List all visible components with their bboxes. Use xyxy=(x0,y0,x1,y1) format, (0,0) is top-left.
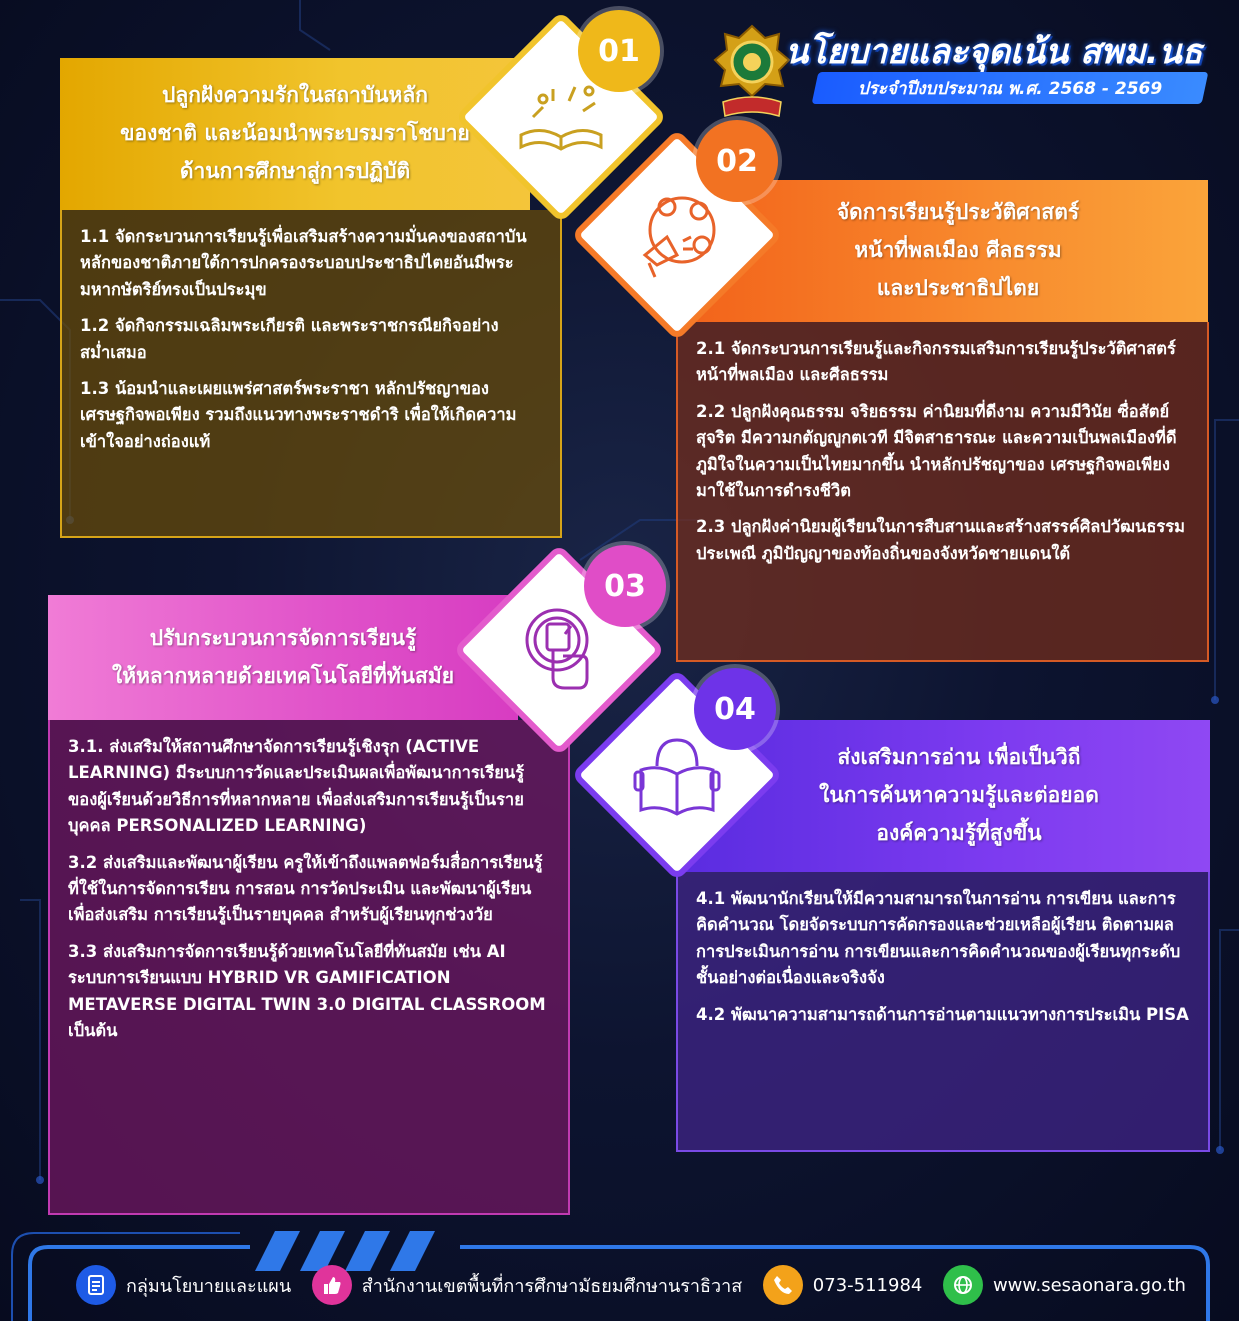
footer-website-link: www.sesaonara.go.th xyxy=(992,1274,1186,1296)
page-title: นโยบายและจุดเน้น สพม.นธ xyxy=(785,32,1203,72)
footer-contact-bar xyxy=(76,1263,1186,1307)
section-2-title-line: จัดการเรียนรู้ประวัติศาสตร์ xyxy=(836,200,1080,225)
section-1-panel xyxy=(60,210,562,538)
phone-icon xyxy=(763,1265,803,1305)
footer-office xyxy=(312,1265,742,1305)
thumbs-up-icon xyxy=(312,1265,352,1305)
section-4-title-line: ในการค้นหาความรู้และต่อยอด xyxy=(819,783,1099,808)
section-4-number: 04 xyxy=(694,668,776,750)
section-2-title-line: และประชาธิปไตย xyxy=(876,275,1040,300)
footer-office-label: สำนักงานเขตพื้นที่การศึกษามัธยมศึกษานราธิวาส xyxy=(361,1275,743,1297)
section-2-number: 02 xyxy=(696,120,778,202)
page-subtitle: ประจำปีงบประมาณ พ.ศ. 2568 - 2569 xyxy=(812,72,1209,104)
section-4-title-line: ส่งเสริมการอ่าน เพื่อเป็นวิถี xyxy=(837,745,1081,770)
footer-website[interactable] xyxy=(943,1265,1186,1305)
section-3-item: 3.3 ส่งเสริมการจัดการเรียนรู้ด้วยเทคโนโลยีที่ทันสมัย เช่น AI ระบบการเรียนแบบ HYBRID VR GAMIFICATION METAVERSE DIGITAL TWIN 3.0 DIGITAL CLASSROOM เป็นต้น xyxy=(68,941,546,1040)
section-4-item: 4.2 พัฒนาความสามารถด้านการอ่านตามแนวทางการประเมิน PISA xyxy=(696,1004,1189,1024)
section-2-item: 2.3 ปลูกฝังค่านิยมผู้เรียนในการสืบสานและสร้างสรรค์ศิลปวัฒนธรรม ประเพณี ภูมิปัญญาของท้องถิ่นของจังหวัดชายแดนใต้ xyxy=(696,517,1186,563)
footer-group-label: กลุ่มนโยบายและแผน xyxy=(126,1275,292,1297)
section-3-item: 3.2 ส่งเสริมและพัฒนาผู้เรียน ครูให้เข้าถึงแพลตฟอร์มสื่อการเรียนรู้ที่ใช้ในการจัดการเรียน การสอน การวัดประเมิน และพัฒนาผู้เรียน เพื่อส่งเสริม การเรียนรู้เป็นรายบุคคล สำหรับผู้เรียนทุกช่วงวัย xyxy=(68,852,543,925)
footer xyxy=(0,1225,1239,1321)
office-seal-icon xyxy=(713,24,791,120)
section-3-title-line: ให้หลากหลายด้วยเทคโนโลยีที่ทันสมัย xyxy=(111,663,455,688)
section-1-title-line: ของชาติ และน้อมนำพระบรมราโชบาย xyxy=(120,121,470,146)
section-3-number: 03 xyxy=(584,545,666,627)
section-1-number: 01 xyxy=(578,10,660,92)
section-3-banner xyxy=(48,595,518,720)
section-4-item: 4.1 พัฒนานักเรียนให้มีความสามารถในการอ่าน การเขียน และการคิดคำนวณ โดยจัดระบบการคัดกรองและช่วยเหลือผู้เรียน ติดตามผลการประเมินการอ่าน การเขียนและการคิดคำนวณของผู้เรียนทุกระดับชั้นอย่างต่อเนื่องและจริงจัง xyxy=(696,889,1181,988)
section-1-item: 1.2 จัดกิจกรรมเฉลิมพระเกียรติ และพระราชกรณียกิจอย่างสม่ำเสมอ xyxy=(80,316,499,362)
globe-icon xyxy=(943,1265,983,1305)
header xyxy=(705,18,1230,128)
footer-phone[interactable] xyxy=(763,1265,923,1305)
document-icon xyxy=(76,1265,116,1305)
section-1-banner xyxy=(60,58,530,210)
section-1-item: 1.3 น้อมนำและเผยแพร่ศาสตร์พระราชา หลักปรัชญาของเศรษฐกิจพอเพียง รวมถึงแนวทางพระราชดำริ เพื่อให้เกิดความเข้าใจอย่างถ่องแท้ xyxy=(80,378,517,451)
section-4-panel xyxy=(676,872,1210,1152)
section-4-title-line: องค์ความรู้ที่สูงขึ้น xyxy=(876,820,1042,845)
section-3-item: 3.1. ส่งเสริมให้สถานศึกษาจัดการเรียนรู้เชิงรุก (ACTIVE LEARNING) มีระบบการวัดและประเมินผลเพื่อพัฒนาการเรียนรู้ของผู้เรียนด้วยวิธีการที่หลากหลาย เพื่อส่งเสริมการเรียนรู้เป็นรายบุคคล PERSONALIZED LEARNING) xyxy=(68,737,525,836)
section-2-item: 2.2 ปลูกฝังคุณธรรม จริยธรรม ค่านิยมที่ดีงาม ความมีวินัย ซื่อสัตย์สุจริต มีความกตัญญูกตเวที มีจิตสาธารณะ และความเป็นพลเมืองที่ดี ภูมิใจในความเป็นไทยมากขึ้น นำหลักปรัชญาของ เศรษฐกิจพอเพียงมาใช้ในการดำรงชีวิต xyxy=(696,401,1177,500)
section-3-panel xyxy=(48,720,570,1215)
footer-phone-number: 073-511984 xyxy=(812,1274,923,1296)
section-2-item: 2.1 จัดกระบวนการเรียนรู้และกิจกรรมเสริมการเรียนรู้ประวัติศาสตร์ หน้าที่พลเมือง และศีลธรรม xyxy=(696,339,1176,385)
section-2-title-line: หน้าที่พลเมือง ศีลธรรม xyxy=(854,238,1062,263)
section-1-title-line: ปลูกฝังความรักในสถาบันหลัก xyxy=(162,83,428,108)
footer-group xyxy=(76,1265,291,1305)
section-1-item: 1.1 จัดกระบวนการเรียนรู้เพื่อเสริมสร้างความมั่นคงของสถาบันหลักของชาติภายใต้การปกครองระบอบประชาธิปไตยอันมีพระมหากษัตริย์ทรงเป็นประมุข xyxy=(80,227,527,299)
section-3-title-line: ปรับกระบวนการจัดการเรียนรู้ xyxy=(149,625,417,650)
section-2-panel xyxy=(676,322,1209,662)
section-1-title-line: ด้านการศึกษาสู่การปฏิบัติ xyxy=(179,158,411,183)
